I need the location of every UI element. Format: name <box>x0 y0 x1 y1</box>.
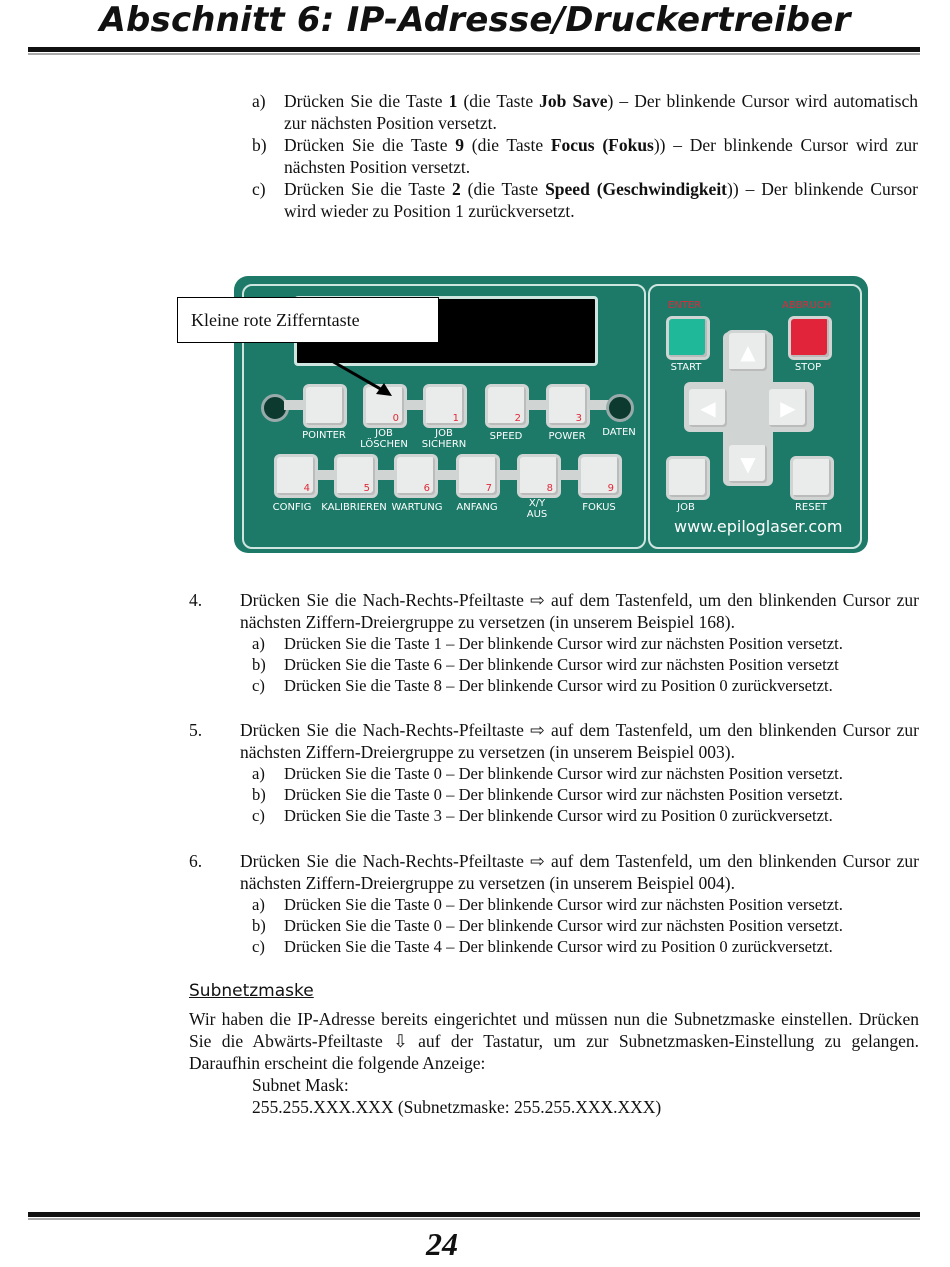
subnet-display-line2: 255.255.XXX.XXX (Subnetzmaske: 255.255.XXX.XXX) <box>252 1097 662 1117</box>
header-rule <box>28 47 920 52</box>
sub-label: b) <box>252 655 266 674</box>
arrow-right-icon: ▶ <box>780 396 796 420</box>
step-number: 5. <box>189 720 203 740</box>
step-number: 4. <box>189 590 203 610</box>
page-header-title: Abschnitt 6: IP-Adresse/Druckertreiber <box>99 0 851 40</box>
figure-callout: Kleine rote Zifferntaste <box>177 297 439 343</box>
key-fokus: 9 <box>578 454 622 498</box>
sub-text: Drücken Sie die Taste 8 – Der blinkende Cursor wird zu Position 0 zurückversetzt. <box>284 676 833 695</box>
step-text: Drücken Sie die Nach-Rechts-Pfeiltaste ⇨ auf dem Tastenfeld, um den blinkenden Cursor zur nächsten Ziffern-Dreiergruppe zu versetzen (in unserem Beispiel 003). <box>240 720 919 762</box>
step-5b <box>252 784 918 805</box>
subnet-display-line1: Subnet Mask: <box>252 1075 349 1095</box>
stop-label: STOP <box>794 362 822 373</box>
intro-step-c <box>252 178 918 222</box>
key-power: 3 <box>546 384 590 428</box>
enter-label: ENTER <box>668 300 702 311</box>
sub-label: a) <box>252 895 265 914</box>
key-label: JOB SICHERN <box>421 428 467 450</box>
step-text: Drücken Sie die Taste 2 (die Taste Speed (Geschwindigkeit)) – Der blinkende Cursor wird wieder zu Position 1 zurückversetzt. <box>284 179 918 221</box>
sub-label: c) <box>252 806 265 825</box>
sub-text: Drücken Sie die Taste 0 – Der blinkende Cursor wird zur nächsten Position versetzt. <box>284 764 843 783</box>
key-label: KALIBRIEREN <box>321 502 387 513</box>
step-4 <box>189 589 919 633</box>
step-label: a) <box>252 91 266 111</box>
job-label: JOB <box>677 502 695 513</box>
key-pointer <box>303 384 347 428</box>
sub-text: Drücken Sie die Taste 6 – Der blinkende Cursor wird zur nächsten Position versetzt <box>284 655 839 674</box>
sub-label: c) <box>252 676 265 695</box>
step-4b <box>252 654 918 675</box>
epilog-url: www.epiloglaser.com <box>674 517 843 536</box>
step-text: Drücken Sie die Taste 9 (die Taste Focus (Fokus)) – Der blinkende Cursor wird zur nächsten Position versetzt. <box>284 135 918 177</box>
step-text: Drücken Sie die Nach-Rechts-Pfeiltaste ⇨ auf dem Tastenfeld, um den blinkenden Cursor zur nächsten Ziffern-Dreiergruppe zu versetzen (in unserem Beispiel 168). <box>240 590 919 632</box>
key-job-sichern: 1 <box>423 384 467 428</box>
step-5a <box>252 763 918 784</box>
key-label: FOKUS <box>582 502 616 513</box>
key-kalibrieren: 5 <box>334 454 378 498</box>
subnet-paragraph: Wir haben die IP-Adresse bereits eingerichtet und müssen nun die Subnetzmaske einstellen. Drücken Sie die Abwärts-Pfeiltaste ⇩ auf der Tastatur, um zur Subnetzmasken-Einstellung zu gelangen. Daraufhin erscheint die folgende Anzeige: <box>189 1009 919 1073</box>
key-label: SPEED <box>489 431 523 442</box>
subnet-heading: Subnetzmaske <box>189 981 314 1001</box>
step-label: c) <box>252 179 266 199</box>
sub-text: Drücken Sie die Taste 0 – Der blinkende Cursor wird zur nächsten Position versetzt. <box>284 895 843 914</box>
key-job-loeschen: 0 <box>363 384 407 428</box>
key-config: 4 <box>274 454 318 498</box>
key-label: ANFANG <box>456 502 498 513</box>
header-rule-shadow <box>28 53 920 55</box>
sub-text: Drücken Sie die Taste 4 – Der blinkende Cursor wird zu Position 0 zurückversetzt. <box>284 937 833 956</box>
step-text: Drücken Sie die Taste 1 (die Taste Job Save) – Der blinkende Cursor wird automatisch zur nächsten Position versetzt. <box>284 91 918 133</box>
start-label: START <box>670 362 702 373</box>
key-label: JOB LÖSCHEN <box>360 428 408 450</box>
key-anfang: 7 <box>456 454 500 498</box>
intro-step-a <box>252 90 918 134</box>
sub-label: b) <box>252 916 266 935</box>
step-4a <box>252 633 918 654</box>
key-label: WARTUNG <box>391 502 443 513</box>
page-number: 24 <box>426 1226 458 1262</box>
key-label: CONFIG <box>272 502 312 513</box>
step-6a <box>252 894 918 915</box>
sub-text: Drücken Sie die Taste 3 – Der blinkende Cursor wird zu Position 0 zurückversetzt. <box>284 806 833 825</box>
intro-step-b <box>252 134 918 178</box>
sub-text: Drücken Sie die Taste 0 – Der blinkende Cursor wird zur nächsten Position versetzt. <box>284 916 843 935</box>
step-6b <box>252 915 918 936</box>
footer-rule-shadow <box>28 1218 920 1220</box>
key-xy-aus: 8 <box>517 454 561 498</box>
sub-text: Drücken Sie die Taste 1 – Der blinkende Cursor wird zur nächsten Position versetzt. <box>284 634 843 653</box>
sub-label: b) <box>252 785 266 804</box>
stop-key <box>788 316 832 360</box>
step-5 <box>189 719 919 763</box>
arrow-up-icon: ▲ <box>740 340 756 364</box>
key-label: DATEN <box>602 427 636 438</box>
step-number: 6. <box>189 851 203 871</box>
footer-rule <box>28 1212 920 1217</box>
key-label: POWER <box>548 431 586 442</box>
key-label: POINTER <box>302 430 346 441</box>
sub-text: Drücken Sie die Taste 0 – Der blinkende Cursor wird zur nächsten Position versetzt. <box>284 785 843 804</box>
job-key <box>666 456 710 500</box>
key-wartung: 6 <box>394 454 438 498</box>
sub-label: a) <box>252 634 265 653</box>
step-6c <box>252 936 918 957</box>
sub-label: a) <box>252 764 265 783</box>
step-4c <box>252 675 918 696</box>
reset-label: RESET <box>794 502 828 513</box>
arrow-left-icon: ◀ <box>700 396 716 420</box>
reset-key <box>790 456 834 500</box>
abbruch-label: ABBRUCH <box>782 300 832 311</box>
sub-label: c) <box>252 937 265 956</box>
step-6 <box>189 850 919 894</box>
step-5c <box>252 805 918 826</box>
arrow-down-icon: ▼ <box>740 452 756 476</box>
key-speed: 2 <box>485 384 529 428</box>
step-label: b) <box>252 135 267 155</box>
daten-led <box>606 394 634 422</box>
step-text: Drücken Sie die Nach-Rechts-Pfeiltaste ⇨ auf dem Tastenfeld, um den blinkenden Cursor zur nächsten Ziffern-Dreiergruppe zu versetzen (in unserem Beispiel 004). <box>240 851 919 893</box>
key-label: X/Y AUS <box>526 498 548 520</box>
start-key <box>666 316 710 360</box>
